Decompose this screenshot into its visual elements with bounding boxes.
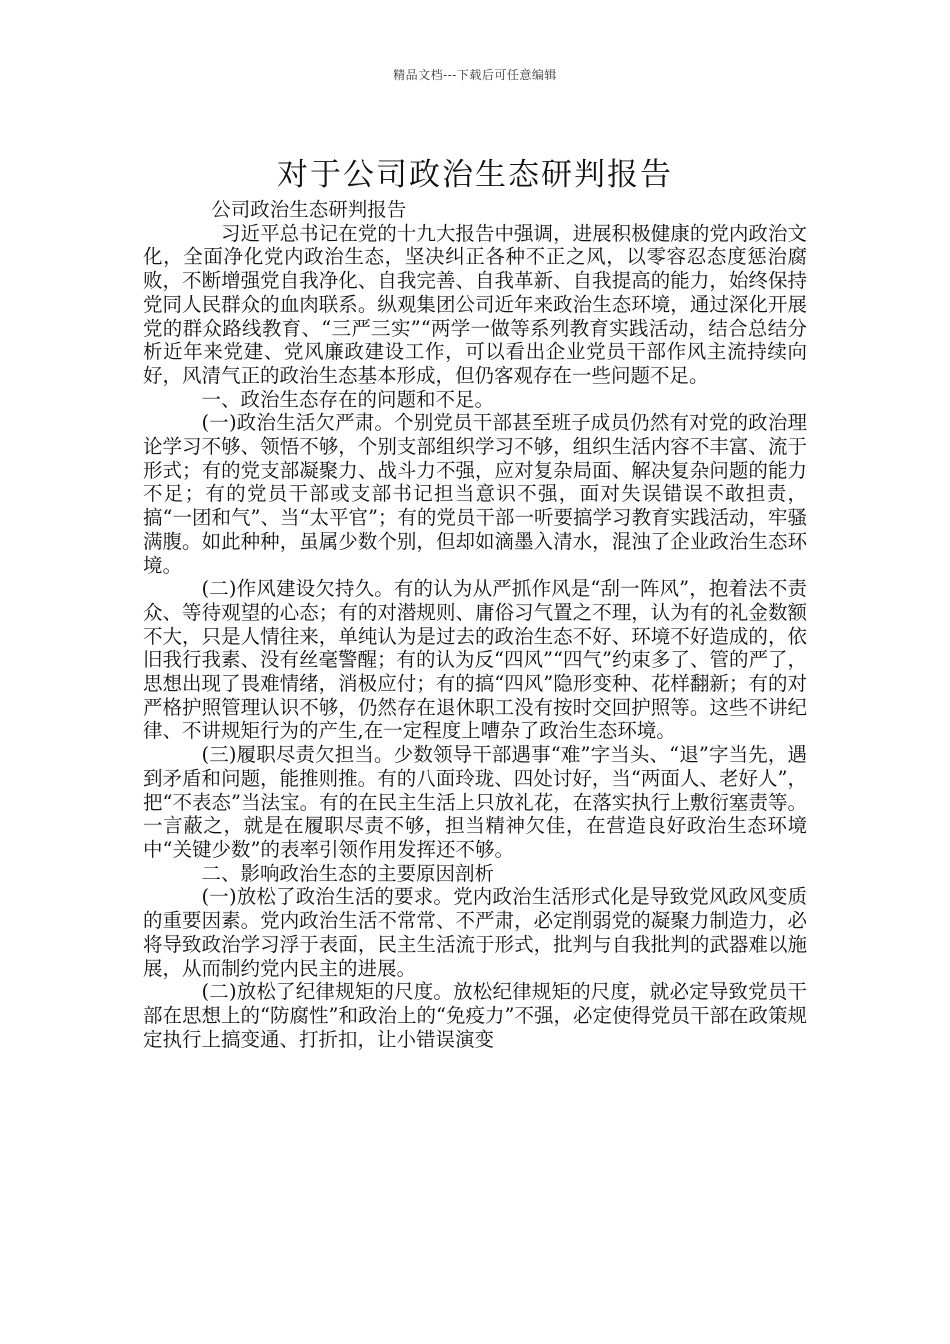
intro-paragraph: 习近平总书记在党的十九大报告中强调，进展积极健康的党内政治文化，全面净化党内政治生态，坚决纠正各种不正之风，以零容忍态度惩治腐败，不断增强党自我净化、自我完善、自我革新、自我提高的能力，始终保持党同人民群众的血肉联系。纵观集团公司近年来政治生态环境，通过深化开展党的群众路线教育、“三严三实”“两学一做等系列教育实践活动，结合总结分析近年来党建、党风廉政建设工作，可以看出企业党员干部作风主流持续向好，风清气正的政治生态基本形成，但仍客观存在一些问题不足。	[143, 221, 807, 387]
document-body	[143, 198, 807, 1051]
paragraph-1-3: (三)履职尽责欠担当。少数领导干部遇事“难”字当头、“退”字当先，遇到矛盾和问题，能推则推。有的八面玲珑、四处讨好，当“两面人、老好人”，把“不表态”当法宝。有的在民主生活上只放礼花，在落实执行上敷衍塞责等。一言蔽之，就是在履职尽责不够，担当精神欠佳，在营造良好政治生态环境中“关键少数”的表率引领作用发挥还不够。	[143, 743, 807, 861]
paragraph-2-1: (一)放松了政治生活的要求。党内政治生活形式化是导致党风政风变质的重要因素。党内政治生活不常常、不严肃，必定削弱党的凝聚力制造力，必将导致政治学习浮于表面，民主生活流于形式，批判与自我批判的武器难以施展，从而制约党内民主的进展。	[143, 885, 807, 980]
subtitle-paragraph: 公司政治生态研判报告	[211, 198, 407, 221]
section-heading-2: 二、影响政治生态的主要原因剖析	[201, 861, 495, 885]
header-note: 精品文档---下载后可任意编辑	[393, 68, 557, 82]
section-heading-1: 一、政治生态存在的问题和不足。	[201, 387, 495, 411]
paragraph-2-2: (二)放松了纪律规矩的尺度。放松纪律规矩的尺度，就必定导致党员干部在思想上的“防腐性”和政治上的“免疫力”不强，必定使得党员干部在政策规定执行上搞变通、打折扣，让小错误演变	[143, 980, 807, 1051]
paragraph-1-1: (一)政治生活欠严肃。个别党员干部甚至班子成员仍然有对党的政治理论学习不够、领悟不够，个别支部组织学习不够，组织生活内容不丰富、流于形式；有的党支部凝聚力、战斗力不强，应对复杂局面、解决复杂问题的能力不足；有的党员干部或支部书记担当意识不强，面对失误错误不敢担责，搞“一团和气”、当“太平官”；有的党员干部一听要搞学习教育实践活动，牢骚满腹。如此种种，虽属少数个别，但却如滴墨入清水，混浊了企业政治生态环境。	[143, 411, 807, 577]
document-title: 对于公司政治生态研判报告	[277, 156, 673, 193]
paragraph-1-2: (二)作风建设欠持久。有的认为从严抓作风是“刮一阵风”，抱着法不责众、等待观望的心态；有的对潜规则、庸俗习气置之不理，认为有的礼金数额不大，只是人情往来，单纯认为是过去的政治生态不好、环境不好造成的，依旧我行我素、没有丝毫警醒；有的认为反“四风”“四气”约束多了、管的严了，思想出现了畏难情绪，消极应付；有的搞“四风”隐形变种、花样翻新；有的对严格护照管理认识不够，仍然存在退休职工没有按时交回护照等。这些不讲纪律、不讲规矩行为的产生,在一定程度上嘈杂了政治生态环境。	[143, 577, 807, 743]
